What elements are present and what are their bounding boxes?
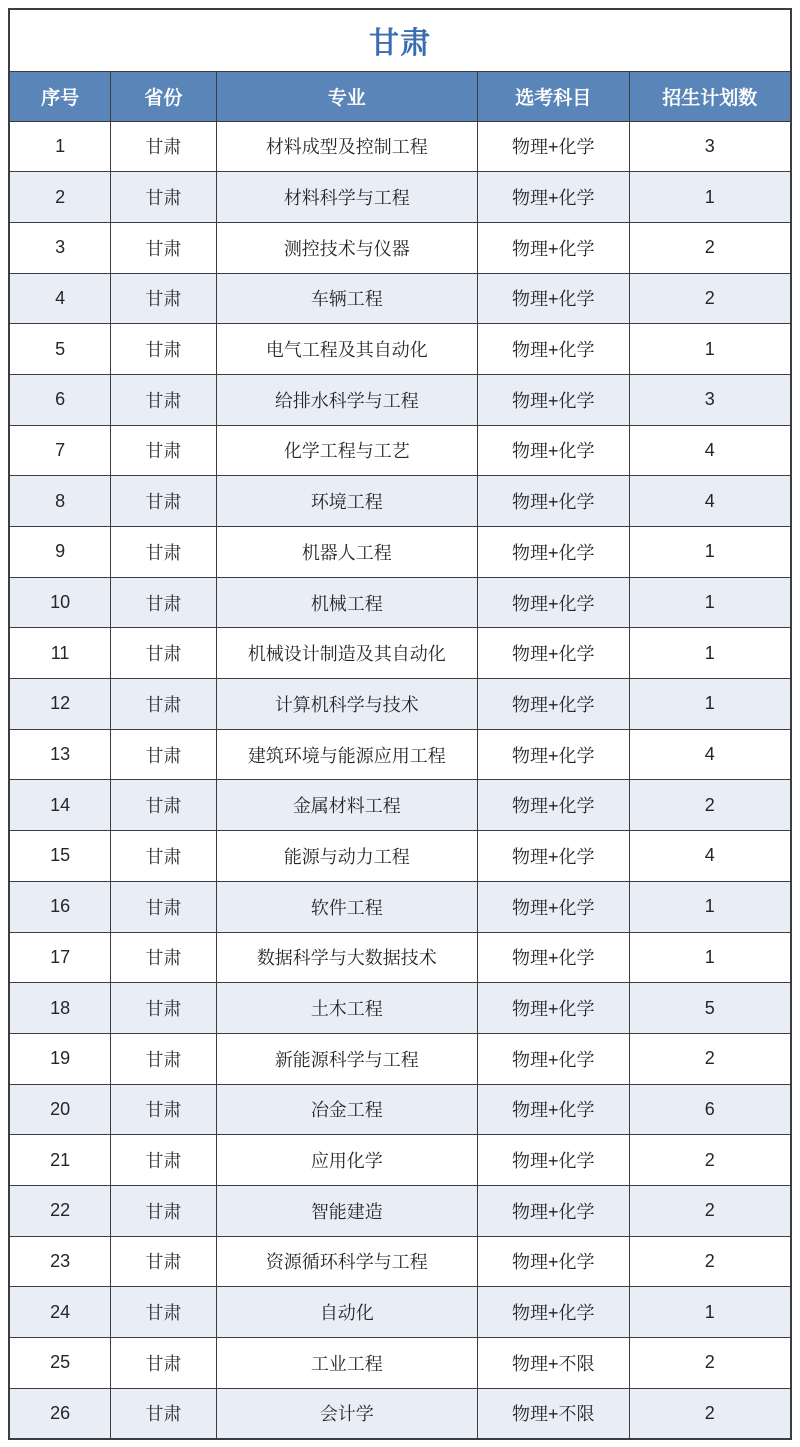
cell-subjects: 物理+化学 — [477, 932, 629, 983]
cell-major: 自动化 — [216, 1287, 477, 1338]
table-row — [9, 1033, 791, 1084]
table-row — [9, 932, 791, 983]
cell-province: 甘肃 — [111, 679, 217, 730]
cell-plan: 4 — [629, 425, 791, 476]
cell-serial: 7 — [9, 425, 111, 476]
cell-plan: 1 — [629, 172, 791, 223]
cell-subjects: 物理+化学 — [477, 831, 629, 882]
table-row — [9, 1338, 791, 1389]
cell-subjects: 物理+化学 — [477, 527, 629, 578]
table-row — [9, 881, 791, 932]
table-row — [9, 1135, 791, 1186]
admission-plan-sheet — [8, 8, 792, 1440]
cell-major: 建筑环境与能源应用工程 — [216, 729, 477, 780]
table-row — [9, 374, 791, 425]
cell-major: 环境工程 — [216, 476, 477, 527]
page-title: 甘肃 — [9, 9, 791, 71]
cell-major: 车辆工程 — [216, 273, 477, 324]
cell-major: 能源与动力工程 — [216, 831, 477, 882]
cell-serial: 6 — [9, 374, 111, 425]
cell-province: 甘肃 — [111, 881, 217, 932]
cell-province: 甘肃 — [111, 1236, 217, 1287]
table-row — [9, 1084, 791, 1135]
cell-subjects: 物理+化学 — [477, 1135, 629, 1186]
cell-plan: 3 — [629, 121, 791, 172]
cell-plan: 5 — [629, 983, 791, 1034]
cell-plan: 6 — [629, 1084, 791, 1135]
column-header-subjects: 选考科目 — [477, 71, 629, 121]
cell-major: 计算机科学与技术 — [216, 679, 477, 730]
cell-subjects: 物理+化学 — [477, 983, 629, 1034]
cell-subjects: 物理+化学 — [477, 881, 629, 932]
cell-province: 甘肃 — [111, 628, 217, 679]
cell-serial: 2 — [9, 172, 111, 223]
cell-plan: 2 — [629, 780, 791, 831]
table-row — [9, 1388, 791, 1439]
cell-province: 甘肃 — [111, 1185, 217, 1236]
cell-plan: 1 — [629, 1287, 791, 1338]
table-row — [9, 222, 791, 273]
cell-major: 机械设计制造及其自动化 — [216, 628, 477, 679]
cell-plan: 2 — [629, 1135, 791, 1186]
cell-serial: 9 — [9, 527, 111, 578]
cell-major: 软件工程 — [216, 881, 477, 932]
cell-province: 甘肃 — [111, 1135, 217, 1186]
cell-subjects: 物理+化学 — [477, 628, 629, 679]
cell-serial: 10 — [9, 577, 111, 628]
cell-serial: 5 — [9, 324, 111, 375]
cell-serial: 16 — [9, 881, 111, 932]
cell-subjects: 物理+化学 — [477, 729, 629, 780]
cell-province: 甘肃 — [111, 780, 217, 831]
admission-plan-table — [8, 8, 792, 1440]
cell-province: 甘肃 — [111, 932, 217, 983]
cell-major: 新能源科学与工程 — [216, 1033, 477, 1084]
cell-major: 应用化学 — [216, 1135, 477, 1186]
table-row — [9, 780, 791, 831]
table-row — [9, 1185, 791, 1236]
cell-subjects: 物理+化学 — [477, 577, 629, 628]
cell-province: 甘肃 — [111, 324, 217, 375]
cell-plan: 1 — [629, 324, 791, 375]
cell-province: 甘肃 — [111, 425, 217, 476]
cell-province: 甘肃 — [111, 1033, 217, 1084]
table-row — [9, 1236, 791, 1287]
cell-subjects: 物理+化学 — [477, 1084, 629, 1135]
column-header-plan: 招生计划数 — [629, 71, 791, 121]
table-row — [9, 476, 791, 527]
cell-subjects: 物理+化学 — [477, 324, 629, 375]
table-row — [9, 324, 791, 375]
cell-subjects: 物理+化学 — [477, 172, 629, 223]
cell-province: 甘肃 — [111, 121, 217, 172]
cell-province: 甘肃 — [111, 374, 217, 425]
cell-province: 甘肃 — [111, 172, 217, 223]
cell-serial: 18 — [9, 983, 111, 1034]
column-header-major: 专业 — [216, 71, 477, 121]
cell-province: 甘肃 — [111, 1388, 217, 1439]
cell-serial: 17 — [9, 932, 111, 983]
cell-plan: 4 — [629, 831, 791, 882]
cell-subjects: 物理+化学 — [477, 425, 629, 476]
table-row — [9, 172, 791, 223]
cell-plan: 1 — [629, 527, 791, 578]
cell-province: 甘肃 — [111, 983, 217, 1034]
cell-major: 土木工程 — [216, 983, 477, 1034]
cell-plan: 2 — [629, 273, 791, 324]
cell-subjects: 物理+化学 — [477, 1287, 629, 1338]
cell-subjects: 物理+化学 — [477, 222, 629, 273]
cell-plan: 2 — [629, 1033, 791, 1084]
cell-serial: 11 — [9, 628, 111, 679]
cell-serial: 15 — [9, 831, 111, 882]
cell-major: 智能建造 — [216, 1185, 477, 1236]
column-header-province: 省份 — [111, 71, 217, 121]
cell-serial: 22 — [9, 1185, 111, 1236]
cell-plan: 2 — [629, 1185, 791, 1236]
cell-serial: 13 — [9, 729, 111, 780]
cell-major: 电气工程及其自动化 — [216, 324, 477, 375]
cell-subjects: 物理+化学 — [477, 121, 629, 172]
column-header-serial: 序号 — [9, 71, 111, 121]
cell-major: 化学工程与工艺 — [216, 425, 477, 476]
cell-subjects: 物理+化学 — [477, 374, 629, 425]
cell-serial: 8 — [9, 476, 111, 527]
cell-subjects: 物理+化学 — [477, 1236, 629, 1287]
cell-major: 给排水科学与工程 — [216, 374, 477, 425]
cell-subjects: 物理+不限 — [477, 1388, 629, 1439]
table-body — [9, 121, 791, 1439]
table-row — [9, 831, 791, 882]
cell-major: 会计学 — [216, 1388, 477, 1439]
table-row — [9, 628, 791, 679]
cell-province: 甘肃 — [111, 527, 217, 578]
cell-major: 测控技术与仪器 — [216, 222, 477, 273]
cell-subjects: 物理+化学 — [477, 679, 629, 730]
cell-serial: 20 — [9, 1084, 111, 1135]
cell-province: 甘肃 — [111, 577, 217, 628]
cell-plan: 4 — [629, 476, 791, 527]
cell-major: 材料成型及控制工程 — [216, 121, 477, 172]
cell-major: 冶金工程 — [216, 1084, 477, 1135]
cell-serial: 12 — [9, 679, 111, 730]
cell-serial: 4 — [9, 273, 111, 324]
cell-province: 甘肃 — [111, 222, 217, 273]
cell-plan: 2 — [629, 1338, 791, 1389]
cell-serial: 23 — [9, 1236, 111, 1287]
cell-serial: 26 — [9, 1388, 111, 1439]
cell-major: 金属材料工程 — [216, 780, 477, 831]
cell-plan: 2 — [629, 222, 791, 273]
cell-subjects: 物理+化学 — [477, 1033, 629, 1084]
cell-plan: 3 — [629, 374, 791, 425]
cell-plan: 4 — [629, 729, 791, 780]
header-row — [9, 71, 791, 121]
cell-serial: 14 — [9, 780, 111, 831]
cell-plan: 1 — [629, 679, 791, 730]
table-row — [9, 273, 791, 324]
cell-province: 甘肃 — [111, 831, 217, 882]
table-row — [9, 527, 791, 578]
cell-plan: 1 — [629, 881, 791, 932]
cell-province: 甘肃 — [111, 273, 217, 324]
cell-subjects: 物理+化学 — [477, 476, 629, 527]
cell-major: 资源循环科学与工程 — [216, 1236, 477, 1287]
cell-plan: 1 — [629, 577, 791, 628]
cell-plan: 1 — [629, 932, 791, 983]
cell-province: 甘肃 — [111, 476, 217, 527]
cell-serial: 21 — [9, 1135, 111, 1186]
cell-plan: 2 — [629, 1236, 791, 1287]
title-row — [9, 9, 791, 71]
cell-subjects: 物理+不限 — [477, 1338, 629, 1389]
table-row — [9, 983, 791, 1034]
table-row — [9, 1287, 791, 1338]
cell-serial: 24 — [9, 1287, 111, 1338]
cell-plan: 2 — [629, 1388, 791, 1439]
cell-province: 甘肃 — [111, 1338, 217, 1389]
cell-serial: 3 — [9, 222, 111, 273]
cell-major: 材料科学与工程 — [216, 172, 477, 223]
cell-major: 机械工程 — [216, 577, 477, 628]
table-row — [9, 577, 791, 628]
cell-subjects: 物理+化学 — [477, 1185, 629, 1236]
cell-major: 机器人工程 — [216, 527, 477, 578]
cell-province: 甘肃 — [111, 729, 217, 780]
cell-province: 甘肃 — [111, 1084, 217, 1135]
table-row — [9, 121, 791, 172]
cell-serial: 1 — [9, 121, 111, 172]
cell-subjects: 物理+化学 — [477, 273, 629, 324]
cell-major: 数据科学与大数据技术 — [216, 932, 477, 983]
cell-serial: 25 — [9, 1338, 111, 1389]
cell-major: 工业工程 — [216, 1338, 477, 1389]
table-row — [9, 729, 791, 780]
cell-province: 甘肃 — [111, 1287, 217, 1338]
table-row — [9, 425, 791, 476]
table-row — [9, 679, 791, 730]
cell-serial: 19 — [9, 1033, 111, 1084]
cell-subjects: 物理+化学 — [477, 780, 629, 831]
cell-plan: 1 — [629, 628, 791, 679]
